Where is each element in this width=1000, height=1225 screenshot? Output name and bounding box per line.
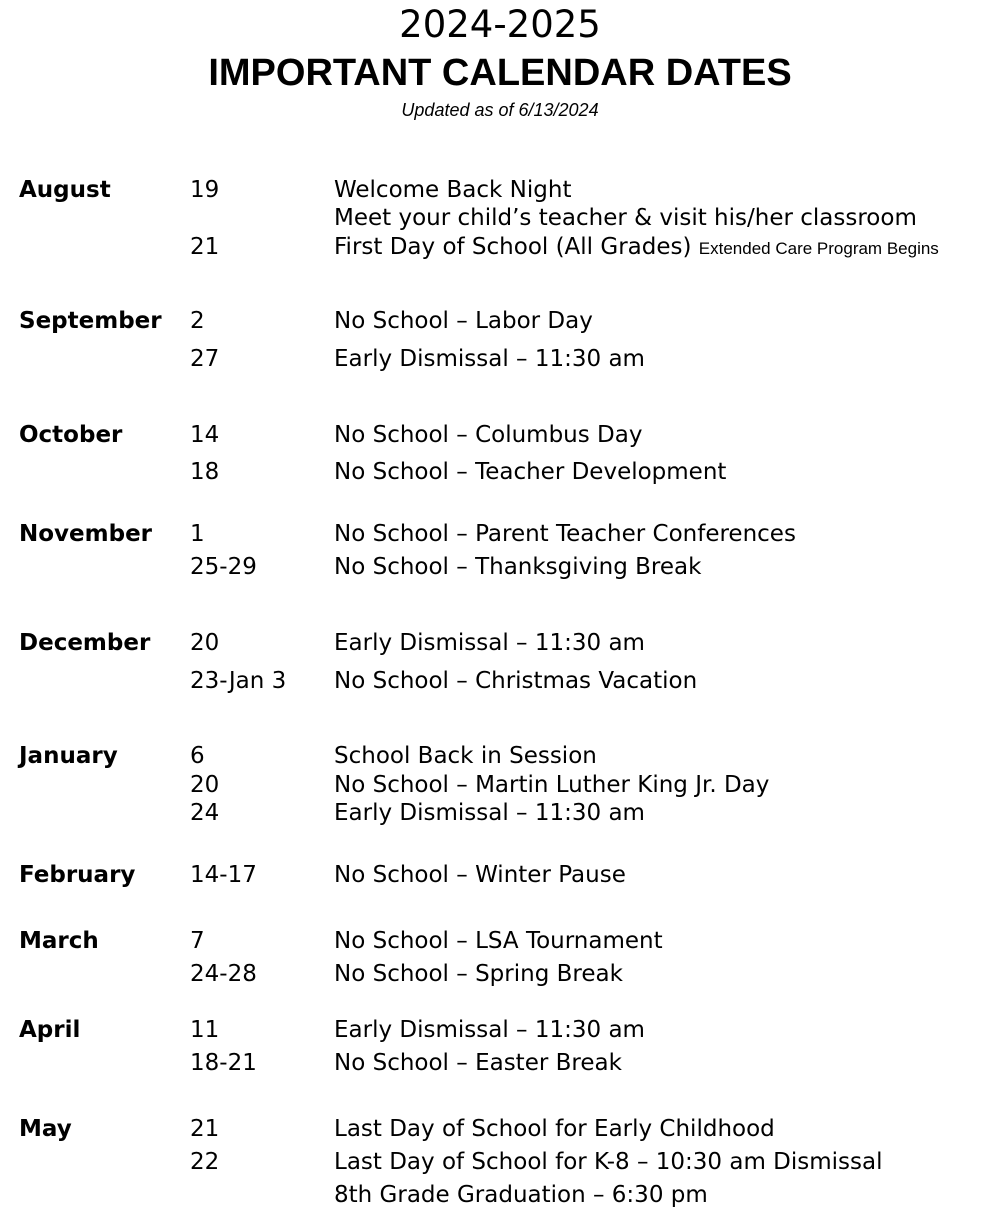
event-day: 21 [190, 1116, 220, 1142]
month-february: February [19, 862, 136, 888]
event-day: 20 [190, 630, 220, 656]
event-text: No School – Martin Luther King Jr. Day [334, 772, 770, 798]
event-text: No School – Winter Pause [334, 862, 626, 888]
event-text: Last Day of School for K-8 – 10:30 am Dismissal [334, 1149, 883, 1175]
event-text: No School – LSA Tournament [334, 928, 663, 954]
event-day: 27 [190, 346, 220, 372]
month-august: August [19, 177, 111, 203]
event-day: 11 [190, 1017, 220, 1043]
event-day: 19 [190, 177, 220, 203]
event-day: 6 [190, 743, 205, 769]
event-text: No School – Spring Break [334, 961, 623, 987]
month-october: October [19, 422, 123, 448]
event-text: First Day of School (All Grades) [334, 234, 692, 260]
event-day: 25-29 [190, 554, 257, 580]
event-text: School Back in Session [334, 743, 597, 769]
event-day: 18 [190, 459, 220, 485]
event-text: No School – Labor Day [334, 308, 593, 334]
month-april: April [19, 1017, 81, 1043]
event-day: 7 [190, 928, 205, 954]
month-march: March [19, 928, 99, 954]
event-text: No School – Teacher Development [334, 459, 727, 485]
month-december: December [19, 630, 151, 656]
event-text: Last Day of School for Early Childhood [334, 1116, 775, 1142]
event-day: 21 [190, 234, 220, 260]
event-text: Early Dismissal – 11:30 am [334, 346, 645, 372]
month-january: January [19, 743, 118, 769]
event-text: No School – Thanksgiving Break [334, 554, 702, 580]
event-text: No School – Christmas Vacation [334, 668, 698, 694]
event-line [334, 233, 939, 263]
event-text: 8th Grade Graduation – 6:30 pm [334, 1182, 708, 1208]
event-text: Welcome Back Night [334, 177, 572, 203]
event-text: Early Dismissal – 11:30 am [334, 1017, 645, 1043]
year-heading: 2024-2025 [399, 3, 601, 46]
event-day: 18-21 [190, 1050, 257, 1076]
event-day: 14 [190, 422, 220, 448]
event-text: Early Dismissal – 11:30 am [334, 800, 645, 826]
event-text: Meet your child’s teacher & visit his/her classroom [334, 205, 917, 231]
event-day: 2 [190, 308, 205, 334]
event-day: 23-Jan 3 [190, 668, 287, 694]
event-day: 22 [190, 1149, 220, 1175]
event-text: No School – Parent Teacher Conferences [334, 521, 796, 547]
event-day: 20 [190, 772, 220, 798]
event-day: 24-28 [190, 961, 257, 987]
updated-date: Updated as of 6/13/2024 [401, 100, 599, 120]
event-text: No School – Easter Break [334, 1050, 622, 1076]
event-text: No School – Columbus Day [334, 422, 643, 448]
month-november: November [19, 521, 153, 547]
month-may: May [19, 1116, 72, 1142]
month-september: September [19, 308, 162, 334]
event-day: 24 [190, 800, 220, 826]
event-note: Extended Care Program Begins [698, 239, 939, 258]
event-day: 14-17 [190, 862, 257, 888]
page-title: IMPORTANT CALENDAR DATES [208, 52, 792, 94]
event-day: 1 [190, 521, 205, 547]
event-text: Early Dismissal – 11:30 am [334, 630, 645, 656]
